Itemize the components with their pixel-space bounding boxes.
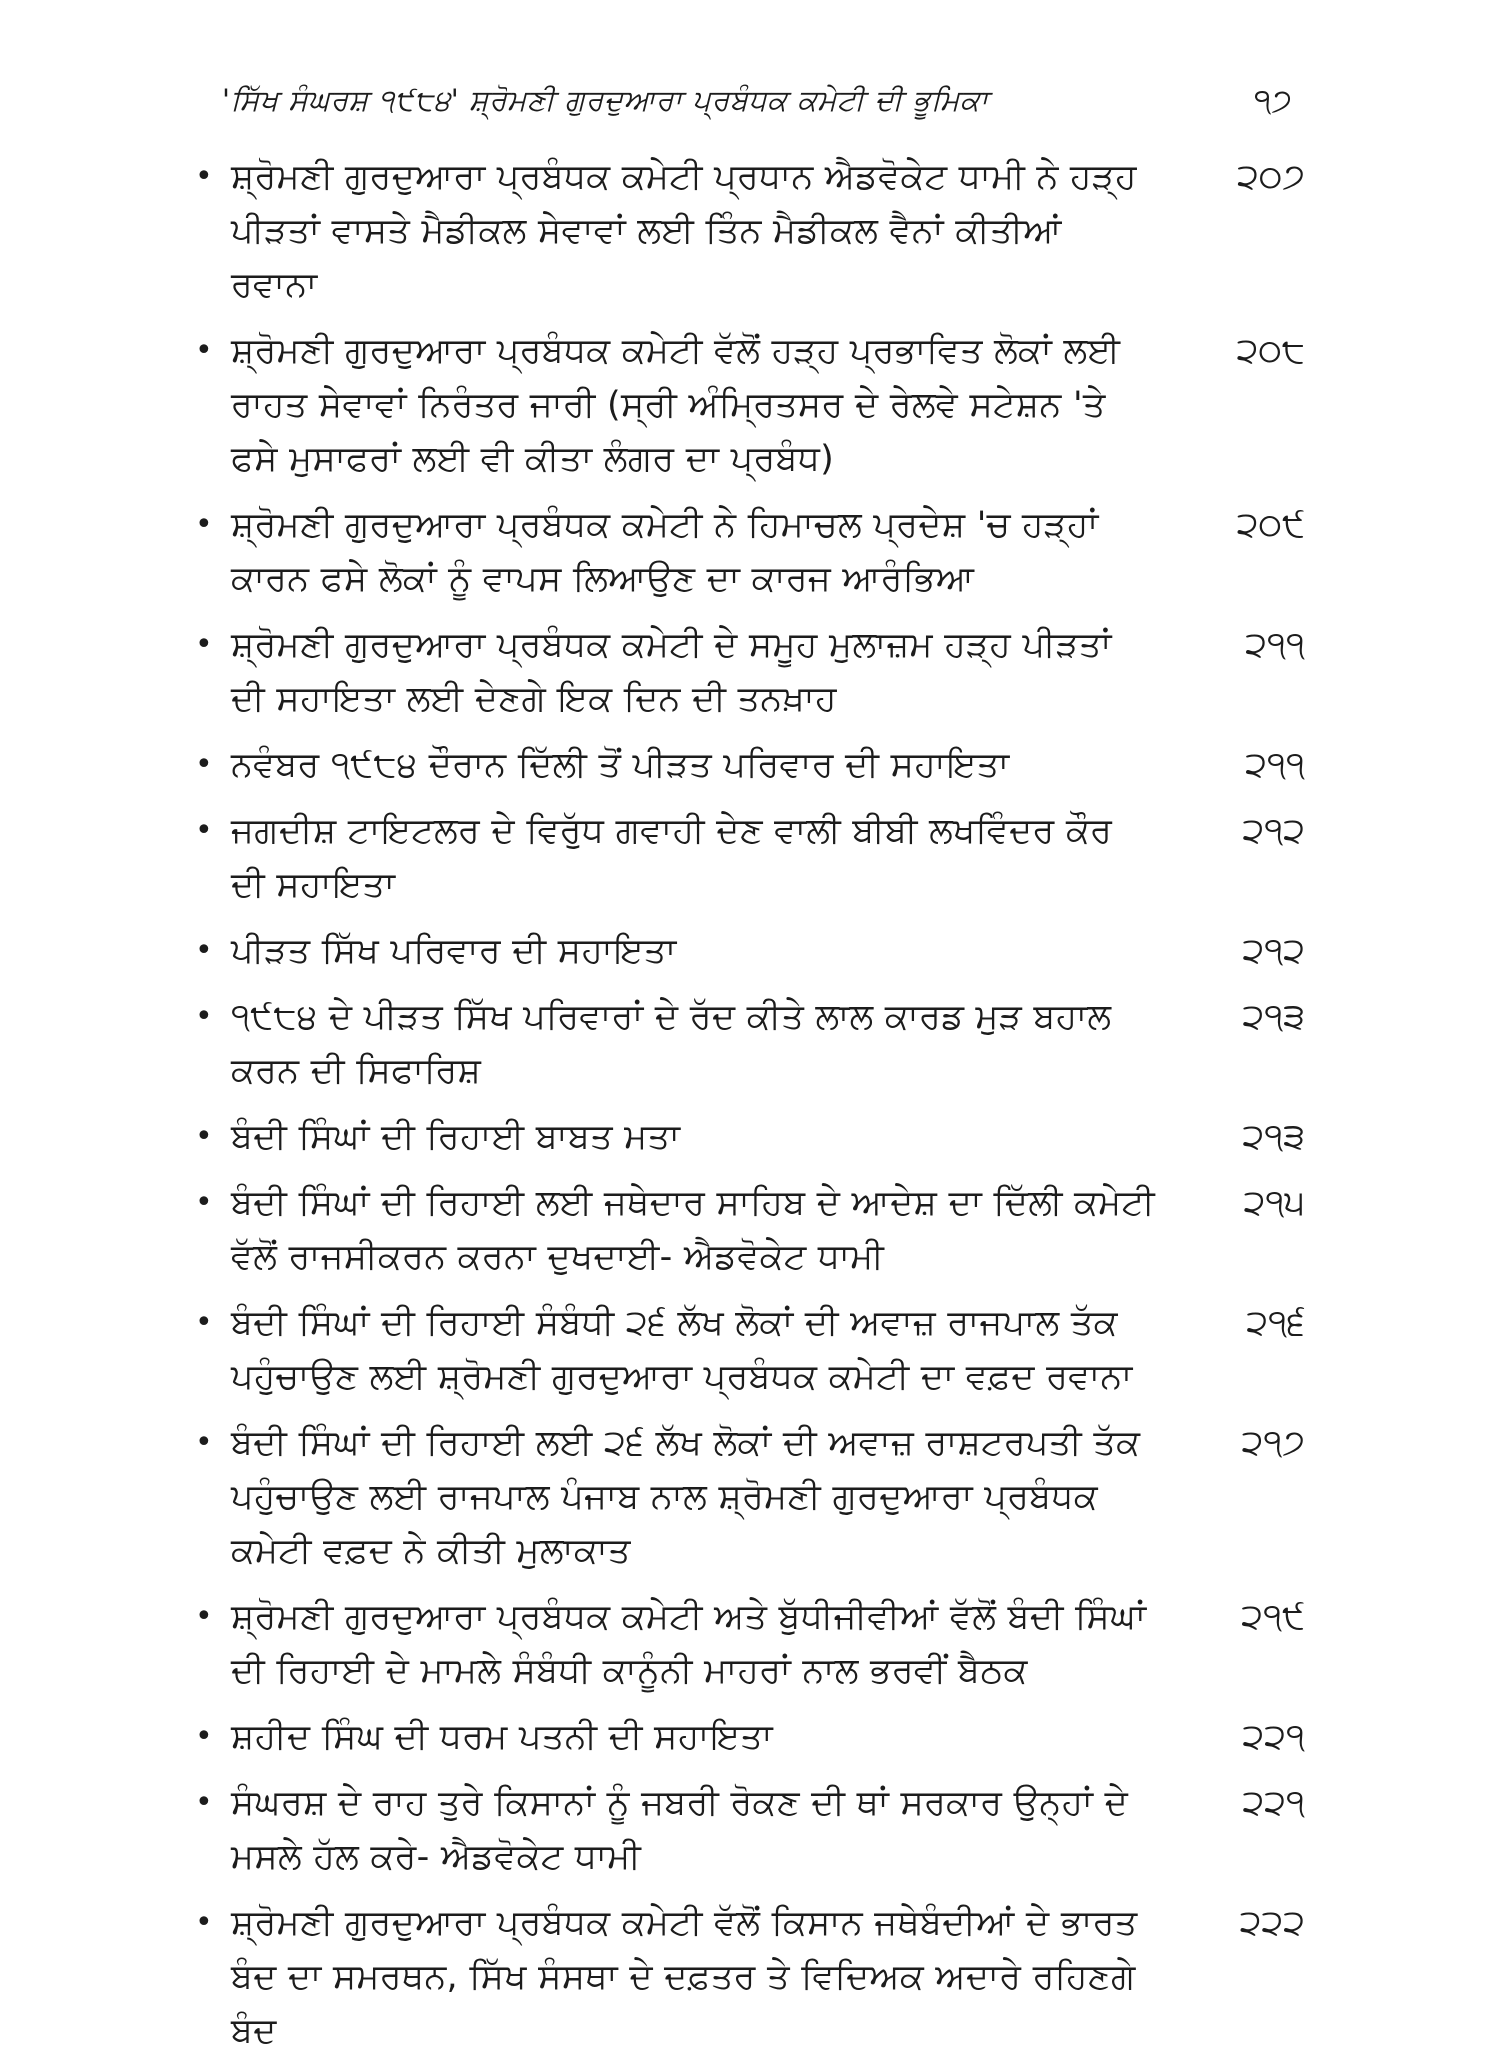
toc-entry-title: ਨਵੰਬਰ ੧੯੮੪ ਦੌਰਾਨ ਦਿੱਲੀ ਤੋਂ ਪੀੜਤ ਪਰਿਵਾਰ ਦੀ ਸਹਾਇਤਾ: [231, 745, 1010, 785]
toc-entry: [195, 738, 1305, 792]
toc-entry-title: ਜਗਦੀਸ਼ ਟਾਇਟਲਰ ਦੇ ਵਿਰੁੱਧ ਗਵਾਹੀ ਦੇਣ ਵਾਲੀ ਬੀਬੀ ਲਖਵਿੰਦਰ ਕੌਰ ਦੀ ਸਹਾਇਤਾ: [231, 811, 1113, 905]
toc-entry: [195, 324, 1305, 486]
toc-entry-page: ੨੧੩: [1242, 1117, 1305, 1157]
toc-entry-page: ੨੧੫: [1243, 1183, 1305, 1223]
toc-entry-title: ਬੰਦੀ ਸਿੰਘਾਂ ਦੀ ਰਿਹਾਈ ਲਈ ਜਥੇਦਾਰ ਸਾਹਿਬ ਦੇ ਆਦੇਸ਼ ਦਾ ਦਿੱਲੀ ਕਮੇਟੀ ਵੱਲੋਂ ਰਾਜਸੀਕਰਨ ਕਰਨਾ ਦੁਖਦਾਈ- ਐਡਵੋਕੇਟ ਧਾਮੀ: [231, 1183, 1155, 1277]
bullet-icon: •: [195, 1719, 213, 1754]
running-header: [222, 70, 1302, 130]
toc-entry-page: ੨੦੭: [1237, 157, 1305, 197]
toc-entry-title: ਸ਼੍ਰੋਮਣੀ ਗੁਰਦੁਆਰਾ ਪ੍ਰਬੰਧਕ ਕਮੇਟੀ ਪ੍ਰਧਾਨ ਐਡਵੋਕੇਟ ਧਾਮੀ ਨੇ ਹੜ੍ਹ ਪੀੜਤਾਂ ਵਾਸਤੇ ਮੈਡੀਕਲ ਸੇਵਾਵਾਂ ਲਈ ਤਿੰਨ ਮੈਡੀਕਲ ਵੈਨਾਂ ਕੀਤੀਆਂ ਰਵਾਨਾ: [231, 157, 1137, 305]
toc-entry-title: ਸ਼੍ਰੋਮਣੀ ਗੁਰਦੁਆਰਾ ਪ੍ਰਬੰਧਕ ਕਮੇਟੀ ਅਤੇ ਬੁੱਧੀਜੀਵੀਆਂ ਵੱਲੋਂ ਬੰਦੀ ਸਿੰਘਾਂ ਦੀ ਰਿਹਾਈ ਦੇ ਮਾਮਲੇ ਸੰਬੰਧੀ ਕਾਨੂੰਨੀ ਮਾਹਰਾਂ ਨਾਲ ਭਰਵੀਂ ਬੈਠਕ: [231, 1597, 1147, 1691]
toc-entry: [195, 1590, 1305, 1698]
toc-entry-page: ੨੧੨: [1242, 931, 1305, 971]
toc-entry-title: ਸ਼੍ਰੋਮਣੀ ਗੁਰਦੁਆਰਾ ਪ੍ਰਬੰਧਕ ਕਮੇਟੀ ਵੱਲੋਂ ਕਿਸਾਨ ਜਥੇਬੰਦੀਆਂ ਦੇ ਭਾਰਤ ਬੰਦ ਦਾ ਸਮਰਥਨ, ਸਿੱਖ ਸੰਸਥਾ ਦੇ ਦਫ਼ਤਰ ਤੇ ਵਿਦਿਅਕ ਅਦਾਰੇ ਰਹਿਣਗੇ ਬੰਦ: [231, 1903, 1138, 2051]
bullet-icon: •: [195, 1905, 213, 1940]
bullet-icon: •: [195, 507, 213, 542]
toc-entry-page: ੨੦੯: [1236, 505, 1305, 545]
toc-entry-page: ੨੧੭: [1241, 1423, 1305, 1463]
bullet-icon: •: [195, 1185, 213, 1220]
toc-entry: [195, 1110, 1305, 1164]
toc-entry-title: ਸ਼ਹੀਦ ਸਿੰਘ ਦੀ ਧਰਮ ਪਤਨੀ ਦੀ ਸਹਾਇਤਾ: [231, 1717, 773, 1757]
toc-entry-title: ਪੀੜਤ ਸਿੱਖ ਪਰਿਵਾਰ ਦੀ ਸਹਾਇਤਾ: [231, 931, 677, 971]
toc-entry-title: ਬੰਦੀ ਸਿੰਘਾਂ ਦੀ ਰਿਹਾਈ ਸੰਬੰਧੀ ੨੬ ਲੱਖ ਲੋਕਾਂ ਦੀ ਅਵਾਜ਼ ਰਾਜਪਾਲ ਤੱਕ ਪਹੁੰਚਾਉਣ ਲਈ ਸ਼੍ਰੋਮਣੀ ਗੁਰਦੁਆਰਾ ਪ੍ਰਬੰਧਕ ਕਮੇਟੀ ਦਾ ਵਫ਼ਦ ਰਵਾਨਾ: [231, 1303, 1133, 1397]
toc-entry-page: ੨੨੧: [1242, 1717, 1305, 1757]
toc-entry: [195, 1896, 1305, 2058]
toc-entry: [195, 924, 1305, 978]
bullet-icon: •: [195, 1785, 213, 1820]
toc-entry-page: ੨੧੩: [1242, 997, 1305, 1037]
bullet-icon: •: [195, 999, 213, 1034]
header-title: 'ਸਿੱਖ ਸੰਘਰਸ਼ ੧੯੮੪' ਸ਼੍ਰੋਮਣੀ ਗੁਰਦੁਆਰਾ ਪ੍ਰਬੰਧਕ ਕਮੇਟੀ ਦੀ ਭੂਮਿਕਾ: [222, 82, 989, 117]
toc-entry: [195, 1296, 1305, 1404]
toc-entry: [195, 804, 1305, 912]
bullet-icon: •: [195, 933, 213, 968]
toc-entry: [195, 150, 1305, 312]
toc-entry-title: ਸ਼੍ਰੋਮਣੀ ਗੁਰਦੁਆਰਾ ਪ੍ਰਬੰਧਕ ਕਮੇਟੀ ਵੱਲੋਂ ਹੜ੍ਹ ਪ੍ਰਭਾਵਿਤ ਲੋਕਾਂ ਲਈ ਰਾਹਤ ਸੇਵਾਵਾਂ ਨਿਰੰਤਰ ਜਾਰੀ (ਸ੍ਰੀ ਅੰਮ੍ਰਿਤਸਰ ਦੇ ਰੇਲਵੇ ਸਟੇਸ਼ਨ 'ਤੇ ਫਸੇ ਮੁਸਾਫਰਾਂ ਲਈ ਵੀ ਕੀਤਾ ਲੰਗਰ ਦਾ ਪ੍ਰਬੰਧ): [231, 331, 1121, 479]
bullet-icon: •: [195, 813, 213, 848]
toc-entry: [195, 990, 1305, 1098]
toc-entry-page: ੨੧੧: [1245, 625, 1305, 665]
toc-entry-page: ੨੨੨: [1239, 1903, 1305, 1943]
bullet-icon: •: [195, 1305, 213, 1340]
bullet-icon: •: [195, 333, 213, 368]
toc-entry: [195, 1416, 1305, 1578]
toc-entry-title: ਸੰਘਰਸ਼ ਦੇ ਰਾਹ ਤੁਰੇ ਕਿਸਾਨਾਂ ਨੂੰ ਜਬਰੀ ਰੋਕਣ ਦੀ ਥਾਂ ਸਰਕਾਰ ਉਨ੍ਹਾਂ ਦੇ ਮਸਲੇ ਹੱਲ ਕਰੇ- ਐਡਵੋਕੇਟ ਧਾਮੀ: [231, 1783, 1129, 1877]
toc-entry: [195, 1710, 1305, 1764]
bullet-icon: •: [195, 1425, 213, 1460]
toc-entry-title: ਸ਼੍ਰੋਮਣੀ ਗੁਰਦੁਆਰਾ ਪ੍ਰਬੰਧਕ ਕਮੇਟੀ ਨੇ ਹਿਮਾਚਲ ਪ੍ਰਦੇਸ਼ 'ਚ ਹੜ੍ਹਾਂ ਕਾਰਨ ਫਸੇ ਲੋਕਾਂ ਨੂੰ ਵਾਪਸ ਲਿਆਉਣ ਦਾ ਕਾਰਜ ਆਰੰਭਿਆ: [231, 505, 1099, 599]
toc-entry: [195, 618, 1305, 726]
bullet-icon: •: [195, 159, 213, 194]
toc-entry-title: ੧੯੮੪ ਦੇ ਪੀੜਤ ਸਿੱਖ ਪਰਿਵਾਰਾਂ ਦੇ ਰੱਦ ਕੀਤੇ ਲਾਲ ਕਾਰਡ ਮੁੜ ਬਹਾਲ ਕਰਨ ਦੀ ਸਿਫਾਰਿਸ਼: [231, 997, 1112, 1091]
bullet-icon: •: [195, 1599, 213, 1634]
toc-entry-page: ੨੧੧: [1245, 745, 1305, 785]
bullet-icon: •: [195, 747, 213, 782]
toc-entry-page: ੨੨੧: [1242, 1783, 1305, 1823]
bullet-icon: •: [195, 627, 213, 662]
toc-entry-title: ਬੰਦੀ ਸਿੰਘਾਂ ਦੀ ਰਿਹਾਈ ਬਾਬਤ ਮਤਾ: [231, 1117, 681, 1157]
toc-entry-page: ੨੧੬: [1246, 1303, 1305, 1343]
toc-entry-title: ਬੰਦੀ ਸਿੰਘਾਂ ਦੀ ਰਿਹਾਈ ਲਈ ੨੬ ਲੱਖ ਲੋਕਾਂ ਦੀ ਅਵਾਜ਼ ਰਾਸ਼ਟਰਪਤੀ ਤੱਕ ਪਹੁੰਚਾਉਣ ਲਈ ਰਾਜਪਾਲ ਪੰਜਾਬ ਨਾਲ ਸ਼੍ਰੋਮਣੀ ਗੁਰਦੁਆਰਾ ਪ੍ਰਬੰਧਕ ਕਮੇਟੀ ਵਫ਼ਦ ਨੇ ਕੀਤੀ ਮੁਲਾਕਾਤ: [231, 1423, 1141, 1571]
bullet-icon: •: [195, 1119, 213, 1154]
toc-entry-page: ੨੦੮: [1236, 331, 1305, 371]
toc-entry-title: ਸ਼੍ਰੋਮਣੀ ਗੁਰਦੁਆਰਾ ਪ੍ਰਬੰਧਕ ਕਮੇਟੀ ਦੇ ਸਮੂਹ ਮੁਲਾਜ਼ਮ ਹੜ੍ਹ ਪੀੜਤਾਂ ਦੀ ਸਹਾਇਤਾ ਲਈ ਦੇਣਗੇ ਇਕ ਦਿਨ ਦੀ ਤਨਖ਼ਾਹ: [231, 625, 1112, 719]
toc-entry: [195, 1176, 1305, 1284]
table-of-contents: [195, 150, 1305, 2070]
toc-entry: [195, 1776, 1305, 1884]
header-page-number: ੧੭: [1253, 80, 1292, 119]
toc-entry: [195, 498, 1305, 606]
toc-entry-page: ੨੧੨: [1242, 811, 1305, 851]
toc-entry-page: ੨੧੯: [1241, 1597, 1305, 1637]
